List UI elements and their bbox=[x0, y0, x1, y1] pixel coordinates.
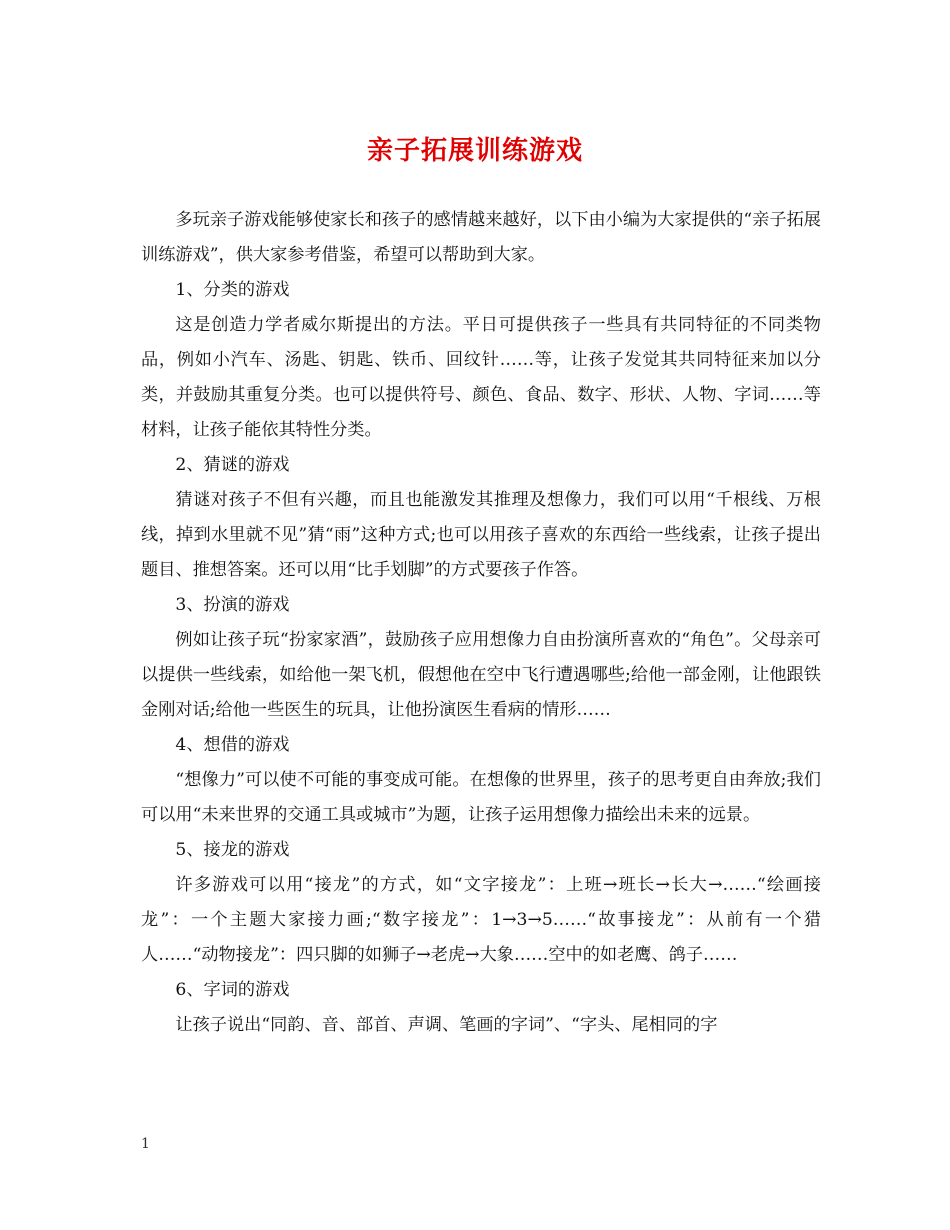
section-paragraph-3: 例如让孩子玩“扮家家酒”，鼓励孩子应用想像力自由扮演所喜欢的“角色”。父母亲可以提供一些线索，如给他一架飞机，假想他在空中飞行遭遇哪些;给他一部金刚，让他跟铁金刚对话;给他一些医生的玩具，让他扮演医生看病的情形…… bbox=[141, 630, 821, 720]
page-number: 1 bbox=[141, 1136, 150, 1152]
document-body bbox=[141, 203, 821, 1043]
section-heading-5: 5、接龙的游戏 bbox=[175, 840, 290, 860]
section-heading-6: 6、字词的游戏 bbox=[175, 980, 290, 1000]
document-title: 亲子拓展训练游戏 bbox=[366, 136, 583, 166]
section-paragraph-4: “想像力”可以使不可能的事变成可能。在想像的世界里，孩子的思考更自由奔放;我们可以用“未来世界的交通工具或城市”为题，让孩子运用想像力描绘出未来的远景。 bbox=[141, 770, 821, 825]
section-heading-2: 2、猜谜的游戏 bbox=[175, 455, 290, 475]
section-heading-4: 4、想借的游戏 bbox=[175, 735, 290, 755]
section-paragraph-5: 许多游戏可以用“接龙”的方式，如“文字接龙”：上班→班长→长大→……“绘画接龙”：一个主题大家接力画;“数字接龙”：1→3→5……“故事接龙”：从前有一个猎人……“动物接龙”：四只脚的如狮子→老虎→大象……空中的如老鹰、鸽子…… bbox=[141, 875, 821, 965]
intro-paragraph: 多玩亲子游戏能够使家长和孩子的感情越来越好，以下由小编为大家提供的“亲子拓展训练游戏”，供大家参考借鉴，希望可以帮助到大家。 bbox=[141, 210, 821, 265]
section-paragraph-1: 这是创造力学者威尔斯提出的方法。平日可提供孩子一些具有共同特征的不同类物品，例如小汽车、汤匙、钥匙、铁币、回纹针……等，让孩子发觉其共同特征来加以分类，并鼓励其重复分类。也可以提供符号、颜色、食品、数字、形状、人物、字词……等材料，让孩子能依其特性分类。 bbox=[141, 315, 821, 440]
section-paragraph-6: 让孩子说出“同韵、音、部首、声调、笔画的字词”、“字头、尾相同的字 bbox=[175, 1015, 718, 1035]
section-heading-3: 3、扮演的游戏 bbox=[175, 595, 290, 615]
section-heading-1: 1、分类的游戏 bbox=[175, 280, 290, 300]
section-paragraph-2: 猜谜对孩子不但有兴趣，而且也能激发其推理及想像力，我们可以用“千根线、万根线，掉到水里就不见”猜“雨”这种方式;也可以用孩子喜欢的东西给一些线索，让孩子提出题目、推想答案。还可以用“比手划脚”的方式要孩子作答。 bbox=[141, 490, 821, 580]
